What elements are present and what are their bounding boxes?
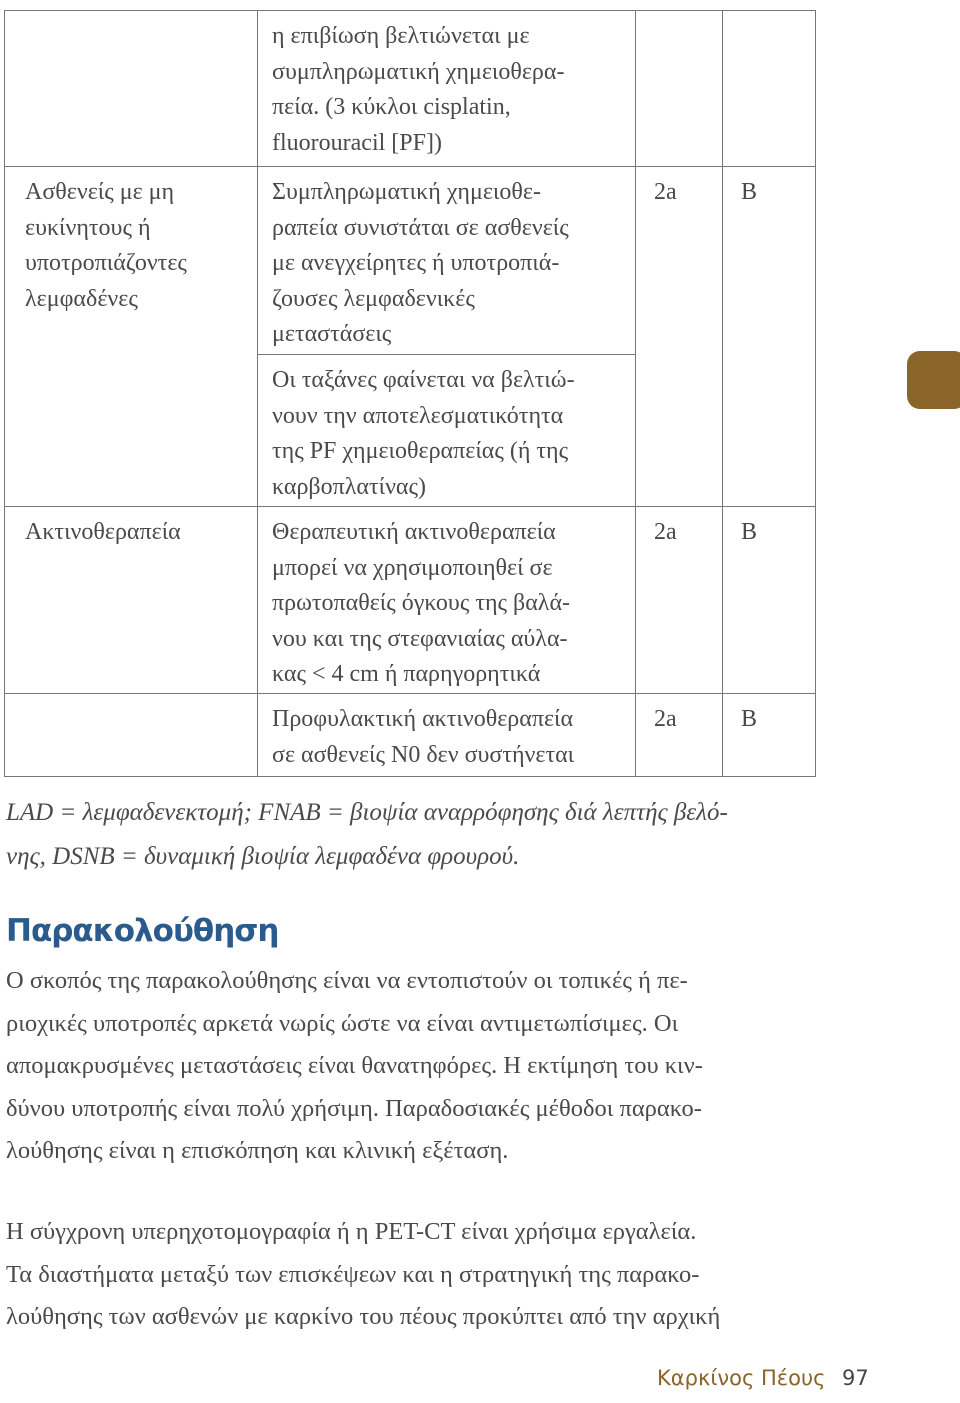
- grade-cell: B: [723, 507, 816, 694]
- recommendations-table: [4, 10, 816, 777]
- evidence-level-cell: 2a: [636, 507, 723, 694]
- population-cell: [5, 11, 258, 167]
- running-footer-title: Καρκίνος Πέους: [657, 1366, 826, 1390]
- section-heading: Παρακολούθηση: [6, 913, 279, 949]
- grade-cell: B: [723, 694, 816, 777]
- table-row: [5, 167, 816, 355]
- recommendation-cell: Θεραπευτική ακτινοθεραπεία μπορεί να χρησιμοποιηθεί σε πρωτοπαθείς όγκους της βαλά- νου και της στεφανιαίας αύλα- κας < 4 cm ή παρηγορητικά: [258, 507, 636, 694]
- population-cell: Ασθενείς με μη ευκίνητους ή υποτροπιάζοντες λεμφαδένες: [5, 167, 258, 507]
- table-row: [5, 11, 816, 167]
- population-cell: Ακτινοθεραπεία: [5, 507, 258, 694]
- recommendation-cell: Οι ταξάνες φαίνεται να βελτιώ- νουν την αποτελεσματικότητα της PF χημειοθεραπείας (ή της καρβοπλατίνας): [258, 355, 636, 507]
- body-paragraph: Η σύγχρονη υπερηχοτομογραφία ή η PET-CT είναι χρήσιμα εργαλεία. Τα διαστήματα μεταξύ των επισκέψεων και η στρατηγική της παρακο- λούθησης των ασθενών με καρκίνο του πέους προκύπτει από την αρχική: [6, 1218, 721, 1330]
- evidence-level-cell: 2a: [636, 694, 723, 777]
- table-footnote: LAD = λεμφαδενεκτομή; FNAB = βιοψία αναρρόφησης διά λεπτής βελό- νης, DSNB = δυναμική βιοψία λεμφαδένα φρουρού.: [6, 799, 728, 870]
- recommendation-cell: Προφυλακτική ακτινοθεραπεία σε ασθενείς N0 δεν συστήνεται: [258, 694, 636, 777]
- recommendation-cell: Συμπληρωματική χημειοθε- ραπεία συνιστάται σε ασθενείς με ανεγχείρητες ή υποτροπιά- ζουσες λεμφαδενικές μεταστάσεις: [258, 167, 636, 355]
- evidence-level-cell: 2a: [636, 167, 723, 507]
- grade-cell: B: [723, 167, 816, 507]
- recommendation-cell: η επιβίωση βελτιώνεται με συμπληρωματική χημειοθερα- πεία. (3 κύκλοι cisplatin, fluorouracil [PF]): [258, 11, 636, 167]
- table-row: [5, 694, 816, 777]
- evidence-level-cell: [636, 11, 723, 167]
- grade-cell: [723, 11, 816, 167]
- chapter-tab-marker: [907, 351, 960, 409]
- table-row: [5, 507, 816, 694]
- body-paragraph: Ο σκοπός της παρακολούθησης είναι να εντοπιστούν οι τοπικές ή πε- ριοχικές υποτροπές αρκετά νωρίς ώστε να είναι αντιμετωπίσιμες. Οι απομακρυσμένες μεταστάσεις είναι θανατηφόρες. Η εκτίμηση του κιν- δύνου υποτροπής είναι πολύ χρήσιμη. Παραδοσιακές μέθοδοι παρακο- λούθησης είναι η επισκόπηση και κλινική εξέταση.: [6, 967, 703, 1164]
- population-cell: [5, 694, 258, 777]
- page-number: 97: [842, 1366, 869, 1390]
